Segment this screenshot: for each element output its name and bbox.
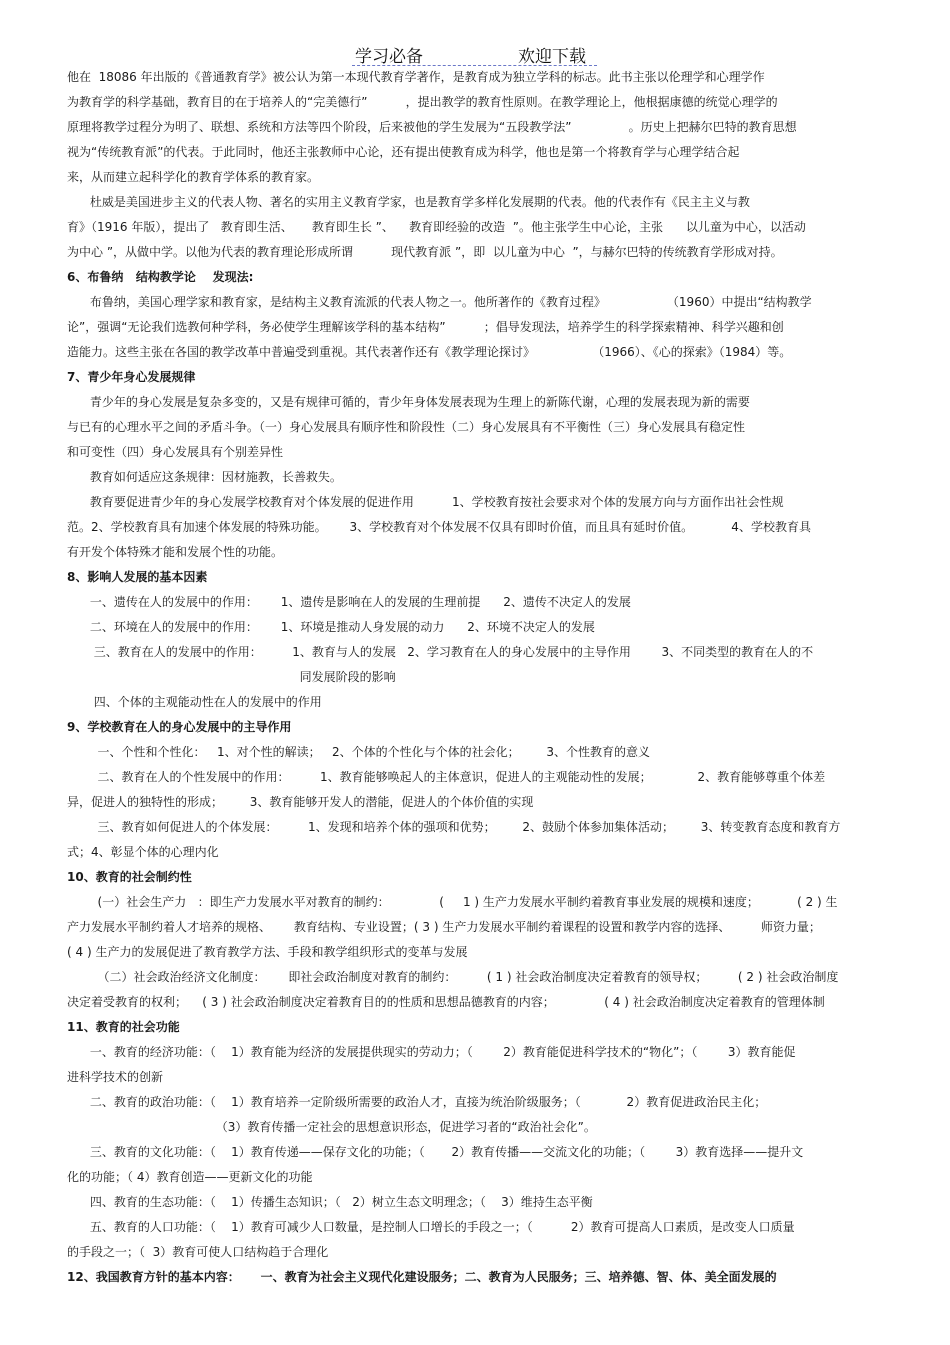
text-line: 产力发展水平制约着人才培养的规格、 教育结构、专业设置；( 3 ) 生产力发展水平制约着课程的设置和教学内容的选择、 师资力量；: [67, 920, 821, 934]
section-heading-8: 8、影响人发展的基本因素: [67, 570, 208, 584]
text-line: 和可变性（四）身心发展具有个别差异性: [67, 445, 284, 459]
text-line: 三、教育如何促进人的个体发展： 1、发现和培养个体的强项和优势； 2、鼓励个体参加集体活动； 3、转变教育态度和教育方: [67, 820, 841, 834]
text-line: 二、环境在人的发展中的作用： 1、环境是推动人身发展的动力 2、环境不决定人的发展: [67, 620, 595, 634]
text-line: 二、教育的政治功能：（ 1）教育培养一定阶级所需要的政治人才，直接为统治阶级服务；（ 2）教育促进政治民主化；: [67, 1095, 767, 1109]
text-line: 异，促进人的独特性的形成； 3、教育能够开发人的潜能，促进人的个体价值的实现: [67, 795, 534, 809]
text-line: 二、教育在人的个性发展中的作用： 1、教育能够唤起人的主体意识，促进人的主观能动性的发展； 2、教育能够尊重个体差: [67, 770, 826, 784]
text-line: 同发展阶段的影响: [67, 670, 396, 684]
text-line: 教育如何适应这条规律：因材施教，长善救失。: [67, 470, 342, 484]
text-line: （二）社会政治经济文化制度： 即社会政治制度对教育的制约： ( 1 ) 社会政治制度决定着教育的领导权； ( 2 ) 社会政治制度: [67, 970, 839, 984]
text-line: （3）教育传播一定社会的思想意识形态，促进学习者的“政治社会化”。: [67, 1120, 596, 1134]
text-line: 四、个体的主观能动性在人的发展中的作用: [67, 695, 322, 709]
header-left-text: 学习必备: [355, 47, 423, 67]
text-line: 论”，强调“无论我们选教何种学科，务必使学生理解该学科的基本结构” ；倡导发现法，培养学生的科学探索精神、科学兴趣和创: [67, 320, 784, 334]
section-heading-7: 7、青少年身心发展规律: [67, 370, 196, 384]
text-line: 杜威是美国进步主义的代表人物、著名的实用主义教育学家，也是教育学多样化发展期的代表。他的代表作有《民主主义与教: [67, 195, 750, 209]
text-line: 决定着受教育的权利； ( 3 ) 社会政治制度决定着教育目的的性质和思想品德教育的内容； ( 4 ) 社会政治制度决定着教育的管理体制: [67, 995, 825, 1009]
text-line: 造能力。这些主张在各国的教学改革中普遍受到重视。其代表著作还有《教学理论探讨》 （1966）、《心的探索》（1984）等。: [67, 345, 792, 359]
text-line: (一）社会生产力 ：即生产力发展水平对教育的制约： ( 1 ) 生产力发展水平制约着教育事业发展的规模和速度； ( 2 ) 生: [67, 895, 838, 909]
header-dashed-underline: [352, 65, 597, 66]
text-line: 进科学技术的创新: [67, 1070, 164, 1084]
text-line: 三、教育的文化功能：（ 1）教育传递——保存文化的功能；（ 2）教育传播——交流文化的功能；（ 3）教育选择——提升文: [67, 1145, 804, 1159]
section-heading-9: 9、学校教育在人的身心发展中的主导作用: [67, 720, 292, 734]
text-line: 四、教育的生态功能：（ 1）传播生态知识；（ 2）树立生态文明理念；（ 3）维持生态平衡: [67, 1195, 593, 1209]
text-line: 三、教育在人的发展中的作用： 1、教育与人的发展 2、学习教育在人的身心发展中的主导作用 3、不同类型的教育在人的不: [67, 645, 814, 659]
page-header: [0, 42, 950, 68]
section-heading-11: 11、教育的社会功能: [67, 1020, 180, 1034]
text-line: 与已有的心理水平之间的矛盾斗争。（一）身心发展具有顺序性和阶段性（二）身心发展具有不平衡性（三）身心发展具有稳定性: [67, 420, 746, 434]
text-line: 布鲁纳，美国心理学家和教育家，是结构主义教育流派的代表人物之一。他所著作的《教育过程》 （1960）中提出“结构教学: [67, 295, 812, 309]
text-line: 一、个性和个性化： 1、对个性的解读； 2、个体的个性化与个体的社会化； 3、个性教育的意义: [67, 745, 651, 759]
text-line: ( 4 ) 生产力的发展促进了教育教学方法、手段和教学组织形式的变革与发展: [67, 945, 468, 959]
text-line: 来，从而建立起科学化的教育学体系的教育家。: [67, 170, 320, 184]
text-line: 他在 18086 年出版的《普通教育学》被公认为第一本现代教育学著作，是教育成为独立学科的标志。此书主张以伦理学和心理学作: [67, 70, 765, 84]
section-heading-12: 12、我国教育方针的基本内容： 一、教育为社会主义现代化建设服务；二、教育为人民服务；三、培养德、智、体、美全面发展的: [67, 1270, 777, 1284]
text-line: 一、教育的经济功能：（ 1）教育能为经济的发展提供现实的劳动力；（ 2）教育能促进科学技术的“物化”；（ 3）教育能促: [67, 1045, 796, 1059]
section-heading-10: 10、教育的社会制约性: [67, 870, 192, 884]
text-line: 青少年的身心发展是复杂多变的，又是有规律可循的，青少年身体发展表现为生理上的新陈代谢，心理的发展表现为新的需要: [67, 395, 750, 409]
text-line: 化的功能；（ 4）教育创造——更新文化的功能: [67, 1170, 313, 1184]
text-line: 原理将教学过程分为明了、联想、系统和方法等四个阶段，后来被他的学生发展为“五段教学法” 。历史上把赫尔巴特的教育思想: [67, 120, 797, 134]
text-line: 一、遗传在人的发展中的作用： 1、遗传是影响在人的发展的生理前提 2、遗传不决定人的发展: [67, 595, 631, 609]
text-line: 为教育学的科学基础，教育目的在于培养人的“完美德行” ，提出教学的教育性原则。在教学理论上，他根据康德的统觉心理学的: [67, 95, 778, 109]
text-line: 式；4、彰显个体的心理内化: [67, 845, 219, 859]
text-line: 五、教育的人口功能：（ 1）教育可减少人口数量，是控制人口增长的手段之一；（ 2）教育可提高人口素质，是改变人口质量: [67, 1220, 795, 1234]
text-line: 视为“传统教育派”的代表。于此同时，他还主张教师中心论，还有提出使教育成为科学，他也是第一个将教育学与心理学结合起: [67, 145, 740, 159]
text-line: 有开发个体特殊才能和发展个性的功能。: [67, 545, 284, 559]
text-line: 教育要促进青少年的身心发展学校教育对个体发展的促进作用 1、学校教育按社会要求对个体的发展方向与方面作出社会性规: [67, 495, 784, 509]
header-right-text: 欢迎下载: [518, 47, 586, 67]
text-line: 范。2、学校教育具有加速个体发展的特殊功能。 3、学校教育对个体发展不仅具有即时价值，而且具有延时价值。 4、学校教育具: [67, 520, 811, 534]
text-line: 的手段之一；（ 3）教育可使人口结构趋于合理化: [67, 1245, 329, 1259]
text-line: 育》（1916 年版），提出了 教育即生活、 教育即生长 ”、 教育即经验的改造 ”。他主张学生中心论，主张 以儿童为中心，以活动: [67, 220, 806, 234]
section-heading-6: 6、布鲁纳 结构教学论 发现法:: [67, 270, 254, 284]
text-line: 为中心 ”，从做中学。以他为代表的教育理论形成所谓 现代教育派 ”，即 以儿童为中心 ”，与赫尔巴特的传统教育学形成对持。: [67, 245, 783, 259]
